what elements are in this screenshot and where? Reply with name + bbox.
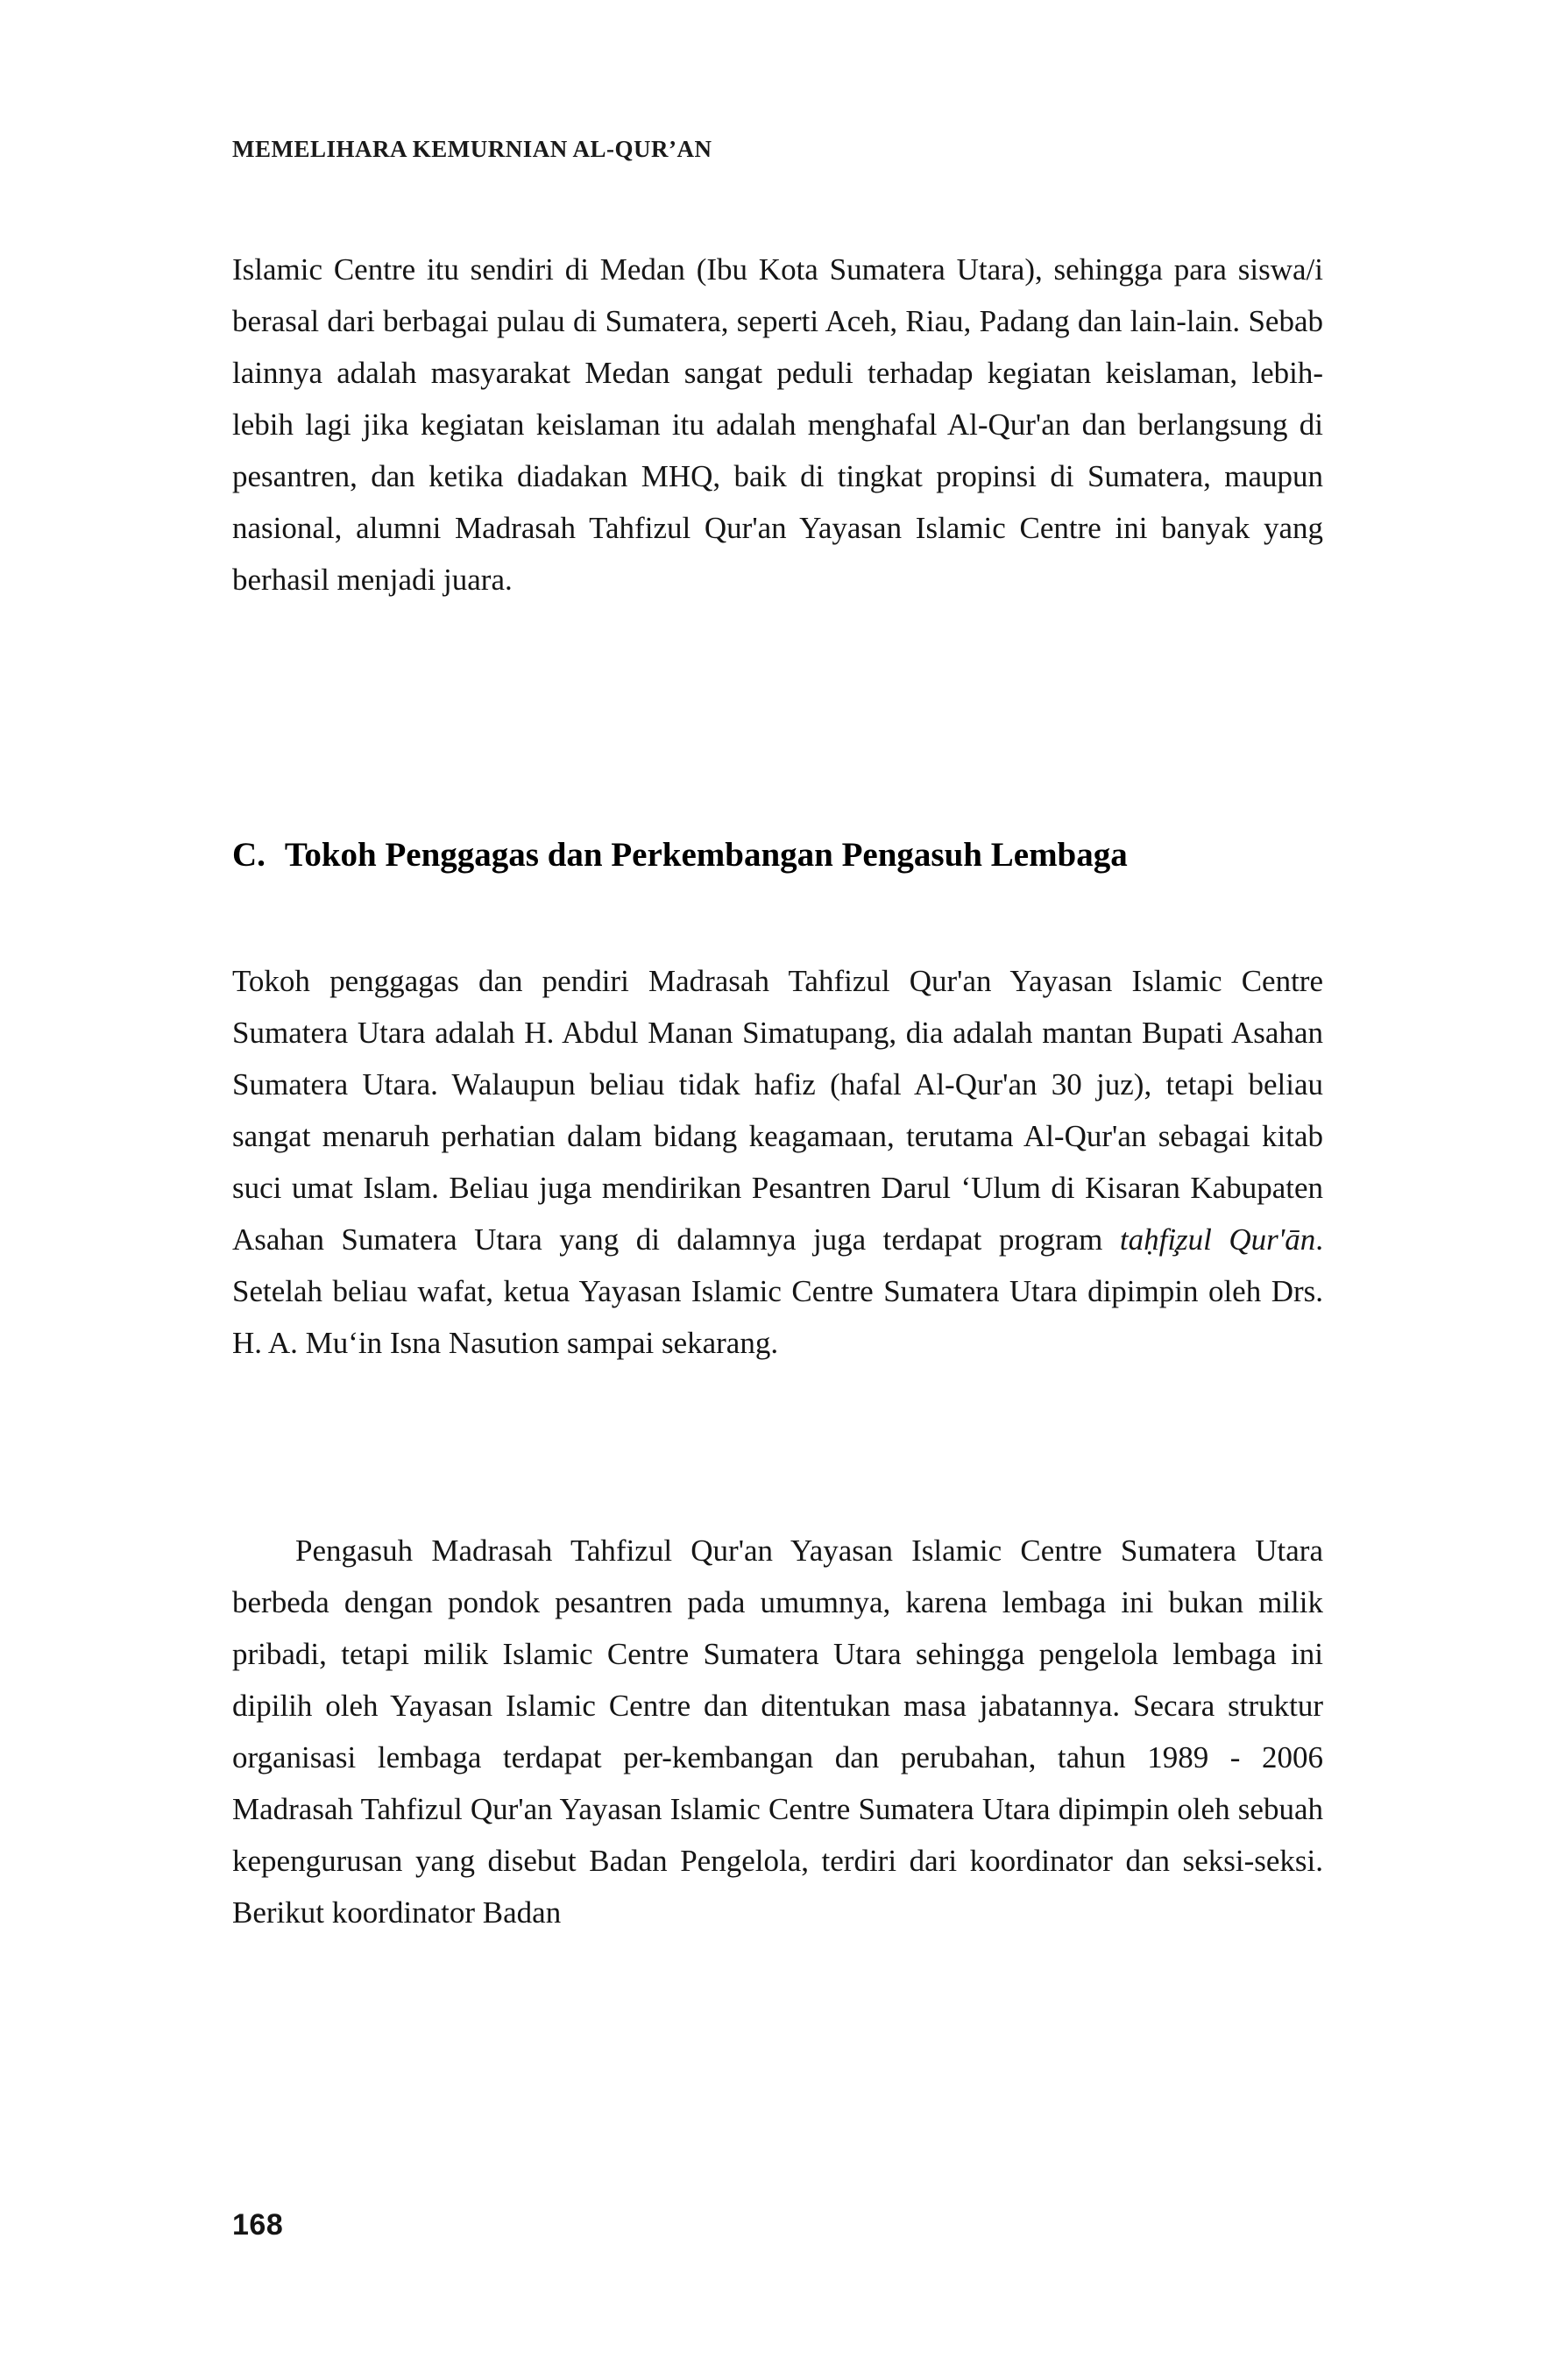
paragraph-2 (232, 955, 1323, 1369)
section-heading-label: C. (232, 836, 266, 874)
page-number: 168 (232, 2208, 284, 2242)
paragraph-2-part-1: Tokoh penggagas dan pendiri Madrasah Tahfizul Qur'an Yayasan Islamic Centre Sumatera Utara adalah H. Abdul Manan Simatupang, dia adalah mantan Bupati Asahan Sumatera Utara. Walaupun beliau tidak hafiz (hafal Al-Qur'an 30 juz), tetapi beliau sangat menaruh perhatian dalam bidang keagamaan, terutama Al-Qur'an sebagai kitab suci umat Islam. Beliau juga mendirikan Pesantren Darul ‘Ulum di Kisaran Kabupaten Asahan Sumatera Utara yang di dalamnya juga terdapat program (232, 964, 1323, 1257)
section-heading (232, 828, 1323, 882)
running-head: MEMELIHARA KEMURNIAN AL-QUR’AN (232, 136, 712, 162)
paragraph-3: Pengasuh Madrasah Tahfizul Qur'an Yayasan Islamic Centre Sumatera Utara berbeda dengan pondok pesantren pada umumnya, karena lembaga ini bukan milik pribadi, tetapi milik Islamic Centre Sumatera Utara sehingga pengelola lembaga ini dipilih oleh Yayasan Islamic Centre dan ditentukan masa jabatannya. Secara struktur organisasi lembaga terdapat per-kembangan dan perubahan, tahun 1989 - 2006 Madrasah Tahfizul Qur'an Yayasan Islamic Centre Sumatera Utara dipimpin oleh sebuah kepengurusan yang disebut Badan Pengelola, terdiri dari koordinator dan seksi-seksi. Berikut koordinator Badan (232, 1534, 1323, 1930)
section-heading-text: Tokoh Penggagas dan Perkembangan Pengasuh Lembaga (284, 836, 1128, 874)
paragraph-2-part-2: . Setelah beliau wafat, ketua Yayasan Islamic Centre Sumatera Utara dipimpin oleh Drs. H. A. Mu‘in Isna Nasution sampai sekarang. (232, 1222, 1323, 1360)
paragraph-2-italic-term: taḥfi̧zul Qur'ān (1119, 1222, 1316, 1257)
paragraph-1: Islamic Centre itu sendiri di Medan (Ibu Kota Sumatera Utara), sehingga para siswa/i berasal dari berbagai pulau di Sumatera, seperti Aceh, Riau, Padang dan lain-lain. Sebab lainnya adalah masyarakat Medan sangat peduli terhadap kegiatan keislaman, lebih-lebih lagi jika kegiatan keislaman itu adalah menghafal Al-Qur'an dan berlangsung di pesantren, dan ketika diadakan MHQ, baik di tingkat propinsi di Sumatera, maupun nasional, alumni Madrasah Tahfizul Qur'an Yayasan Islamic Centre ini banyak yang berhasil menjadi juara. (232, 252, 1323, 597)
